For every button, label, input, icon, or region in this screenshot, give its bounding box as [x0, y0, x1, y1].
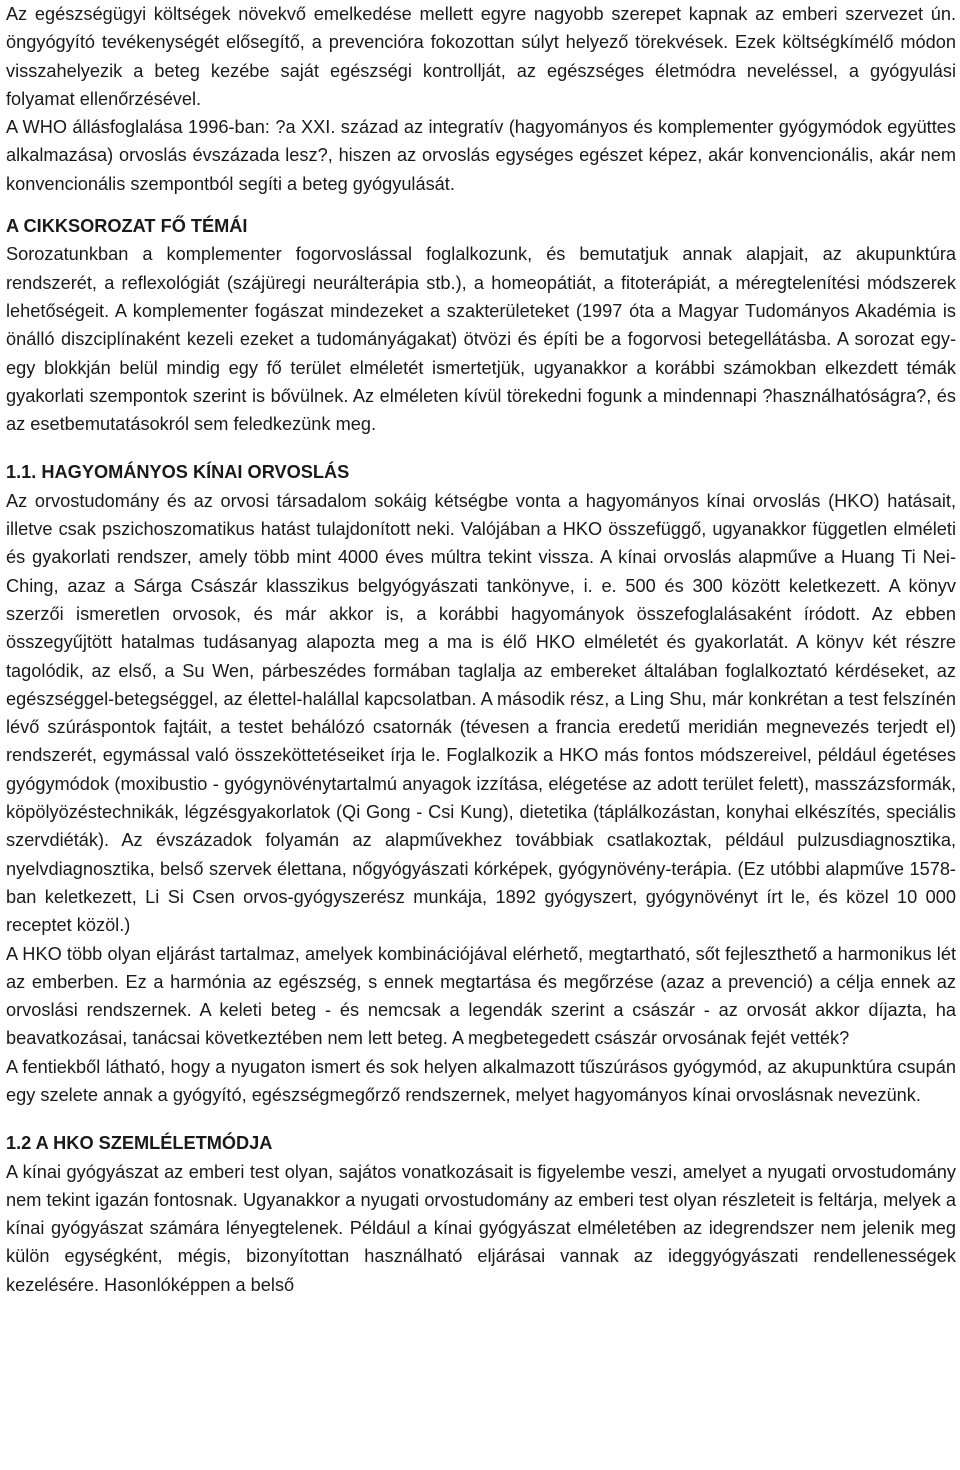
intro-paragraph-2: A WHO állásfoglalása 1996-ban: ?a XXI. század az integratív (hagyományos és komplementer gyógymódok együttes alkalmazása) orvoslás évszázada lesz?, hiszen az orvoslás egységes egészet képez, akár konvencionális, akár nem konvencionális szempontból segíti a beteg gyógyulását. [6, 117, 956, 194]
document-page [6, 0, 956, 1299]
section-main-themes [6, 212, 956, 438]
section-heading: 1.2 A HKO SZEMLÉLETMÓDJA [6, 1133, 273, 1154]
spacer [6, 1109, 956, 1129]
section-body: Sorozatunkban a komplementer fogorvoslással foglalkozunk, és bemutatjuk annak alapjait, az akupunktúra rendszerét, a reflexológiát (szájüregi neurálterápia stb.), a homeopátiát, a fitoterápiát, a méregtelenítési módszerek lehetőségeit. A komplementer fogászat mindezeket a szakterületeket (1997 óta a Magyar Tudományos Akadémia is önálló diszciplínaként kezeli ezeket a tudományágakat) ötvözi és építi be a fogorvosi betegellátásba. A sorozat egy-egy blokkján belül mindig egy fő terület elméletét ismertetjük, ugyanakkor a korábbi számokban elkezdett témák gyakorlati szempontok szerint is bővülnek. Az elméleten kívül törekedni fogunk a mindennapi ?használhatóságra?, és az esetbemutatásokról sem feledkezünk meg. [6, 244, 956, 435]
section-title: HAGYOMÁNYOS KÍNAI ORVOSLÁS [41, 462, 350, 483]
section-1-1 [6, 458, 956, 1109]
intro-paragraph-1: Az egészségügyi költségek növekvő emelkedése mellett egyre nagyobb szerepet kapnak az emberi szervezet ún. öngyógyító tevékenységét elősegítő, a prevencióra fokozottan súlyt helyező törekvések. Ezek költségkímélő módon visszahelyezik a beteg kezébe saját egészségi kontrollját, az egészséges életmódra neveléssel, a gyógyulási folyamat ellenőrzésével. [6, 4, 956, 109]
spacer [6, 198, 956, 212]
section-paragraph-3: A fentiekből látható, hogy a nyugaton ismert és sok helyen alkalmazott tűszúrásos gyógymód, az akupunktúra csupán egy szelete annak a gyógyító, egészségmegőrző rendszernek, melyet hagyományos kínai orvoslásnak nevezünk. [6, 1056, 956, 1105]
section-paragraph-1: A kínai gyógyászat az emberi test olyan, sajátos vonatkozásait is figyelembe veszi, amelyet a nyugati orvostudomány nem tekint igazán fontosnak. Ugyanakkor a nyugati orvostudomány az emberi test olyan részleteit is feltárja, melyek a kínai gyógyászat számára lényegtelenek. Például a kínai gyógyászat elméletében az idegrendszer nem jelenik meg külön egységként, mégis, bizonyítottan használható eljárásai vannak az ideggyógyászati rendellenességek kezelésére. Hasonlóképpen a belső [6, 1161, 956, 1295]
section-1-2 [6, 1129, 956, 1299]
section-heading [6, 458, 956, 486]
section-number: 1.1. [6, 462, 37, 483]
section-paragraph-1: Az orvostudomány és az orvosi társadalom sokáig kétségbe vonta a hagyományos kínai orvoslás (HKO) hatásait, illetve csak pszichoszomatikus hatást tulajdonított neki. Valójában a HKO összefüggő, ugyanakkor független elméleti és gyakorlati rendszer, amely több mint 4000 éves múltra tekint vissza. A kínai orvoslás alapműve a Huang Ti Nei-Ching, azaz a Sárga Császár klasszikus belgyógyászati tankönyve, i. e. 500 és 300 között keletkezett. A könyv szerzői ismeretlen orvosok, és már akkor is, a korábbi hagyományok összefoglalásaként íródott. Az ebben összegyűjtött hatalmas tudásanyag alapozta meg a ma is élő HKO elméletét és gyakorlatát. A könyv két részre tagolódik, az első, a Su Wen, párbeszédes formában taglalja az embereket általában foglalkoztató kérdéseket, az egészséggel-betegséggel, az élettel-halállal kapcsolatban. A második rész, a Ling Shu, már konkrétan a test felszínén lévő szúráspontok fajtáit, a testet behálózó csatornák (tévesen a francia eredetű meridián megnevezés terjedt el) rendszerét, egymással való összeköttetéseiket írja le. Foglalkozik a HKO más fontos módszereivel, például égetéses gyógymódok (moxibustio - gyógynövénytartalmú anyagok izzítása, elégetése az adott terület felett), masszázsformák, köpölyözéstechnikák, légzésgyakorlatok (Qi Gong - Csi Kung), dietetika (táplálkozástan, konyhai elkészítés, speciális szervdiéták). Az évszázadok folyamán az alapművekhez továbbiak csatlakoztak, például pulzusdiagnosztika, nyelvdiagnosztika, belső szervek élettana, nőgyógyászati kórképek, gyógynövény-terápia. (Ez utóbbi alapműve 1578-ban keletkezett, Li Si Csen orvos-gyógyszerész munkája, 1892 gyógyszert, gyógynövényt írt le, és közel 10 000 receptet közöl.) [6, 490, 956, 936]
section-paragraph-2: A HKO több olyan eljárást tartalmaz, amelyek kombinációjával elérhető, megtartható, sőt fejleszthető a harmonikus lét az emberben. Ez a harmónia az egészség, s ennek megtartása és megőrzése (azaz a prevenció) a célja ennek az orvoslási rendszernek. A keleti beteg - és nemcsak a legendák szerint a császár - az orvosát akkor díjazta, ha beavatkozásai, tanácsai következtében nem lett beteg. A megbetegedett császár orvosának fejét vették? [6, 943, 956, 1049]
spacer [6, 438, 956, 458]
section-heading: A CIKKSOROZAT FŐ TÉMÁI [6, 216, 248, 237]
